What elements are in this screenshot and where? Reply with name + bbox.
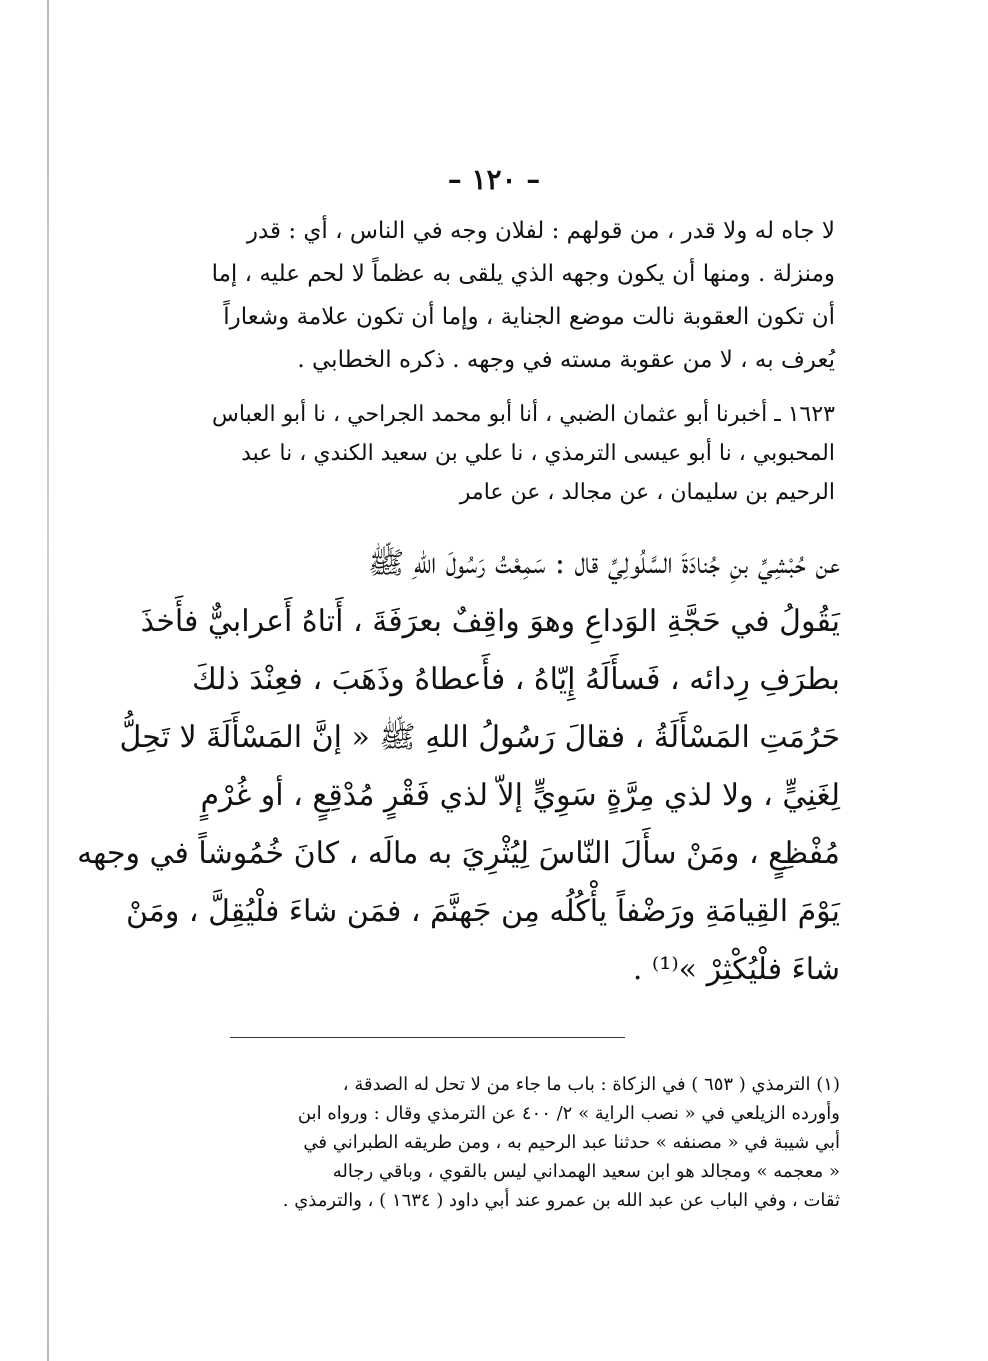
commentary-paragraph	[195, 210, 835, 382]
text-line: عن حُبْشِيِّ بنِ جُنادَةَ السَّلُولِيِّ قال : سَمِعْتُ رَسُولَ اللهِ ﷺ	[367, 546, 840, 581]
isnad-paragraph	[195, 395, 835, 512]
footnote-line: (١) الترمذي ( ٦٥٣ ) في الزكاة : باب ما جاء من لا تحل له الصدقة ،	[342, 1074, 840, 1095]
text-line: يُعرف به ، لا من عقوبة مسته في وجهه . ذكره الخطابي .	[297, 347, 835, 373]
text-line: لِغَنِيٍّ ، ولا لذي مِرَّةٍ سَوِيٍّ إلاّ لذي فَقْرٍ مُدْقِعٍ ، أو غُرْمٍ	[200, 778, 840, 813]
text-line: مُفْظِعٍ ، ومَنْ سأَلَ النّاسَ لِيُثْرِيَ به مالَه ، كانَ خُمُوشاً في وجهه	[77, 836, 840, 871]
footnote-line: وأورده الزيلعي في « نصب الراية » ٢/ ٤٠٠ عن الترمذي وقال : ورواه ابن	[297, 1103, 840, 1124]
text-line: لا جاه له ولا قدر ، من قولهم : لفلان وجه في الناس ، أي : قدر	[246, 218, 835, 244]
footnote-line: ثقات ، وفي الباب عن عبد الله بن عمرو عند أبي داود ( ١٦٣٤ ) ، والترمذي .	[282, 1190, 840, 1211]
text-line: المحبوبي ، نا أبو عيسى الترمذي ، نا علي بن سعيد الكندي ، نا عبد	[241, 441, 835, 466]
footnote-divider	[230, 1037, 625, 1038]
footnote	[185, 1070, 840, 1215]
scan-margin-line	[47, 0, 49, 1361]
text-line: بطرَفِ رِدائه ، فَسأَلَهُ إِيّاهُ ، فأَعطاهُ وذَهَبَ ، فعِنْدَ ذلكَ	[191, 662, 840, 697]
hadith-text	[77, 535, 840, 999]
page-number: – ١٢٠ –	[447, 163, 541, 196]
text-line: أن تكون العقوبة نالت موضع الجناية ، وإما أن تكون علامة وشعاراً	[223, 304, 835, 330]
footnote-line: « معجمه » ومجالد هو ابن سعيد الهمداني ليس بالقوي ، وباقي رجاله	[332, 1161, 840, 1182]
text-line: الرحيم بن سليمان ، عن مجالد ، عن عامر	[459, 480, 835, 505]
text-line: يَقُولُ في حَجَّةِ الوَداعِ وهوَ واقِفٌ بعرَفَةَ ، أَتاهُ أَعرابيٌّ فأَخذَ	[140, 604, 840, 639]
text-line: ومنزلة . ومنها أن يكون وجهه الذي يلقى به عظماً لا لحم عليه ، إما	[211, 261, 835, 287]
text-line: حَرُمَتِ المَسْأَلَةُ ، فقالَ رَسُولُ اللهِ ﷺ « إنَّ المَسْأَلَةَ لا تَحِلُّ	[119, 720, 840, 755]
text-line: يَوْمَ القِيامَةِ ورَضْفاً يأْكُلُه مِن جَهنَّمَ ، فمَن شاءَ فلْيُقِلَّ ، ومَنْ	[125, 894, 840, 929]
footnote-line: أبي شيبة في « مصنفه » حدثنا عبد الرحيم به ، ومن طريقه الطبراني في	[303, 1132, 840, 1153]
text-line: شاءَ فلْيُكْثِرْ »⁽¹⁾ .	[632, 952, 840, 987]
text-line: ١٦٢٣ ـ أخبرنا أبو عثمان الضبي ، أنا أبو محمد الجراحي ، نا أبو العباس	[212, 402, 835, 427]
